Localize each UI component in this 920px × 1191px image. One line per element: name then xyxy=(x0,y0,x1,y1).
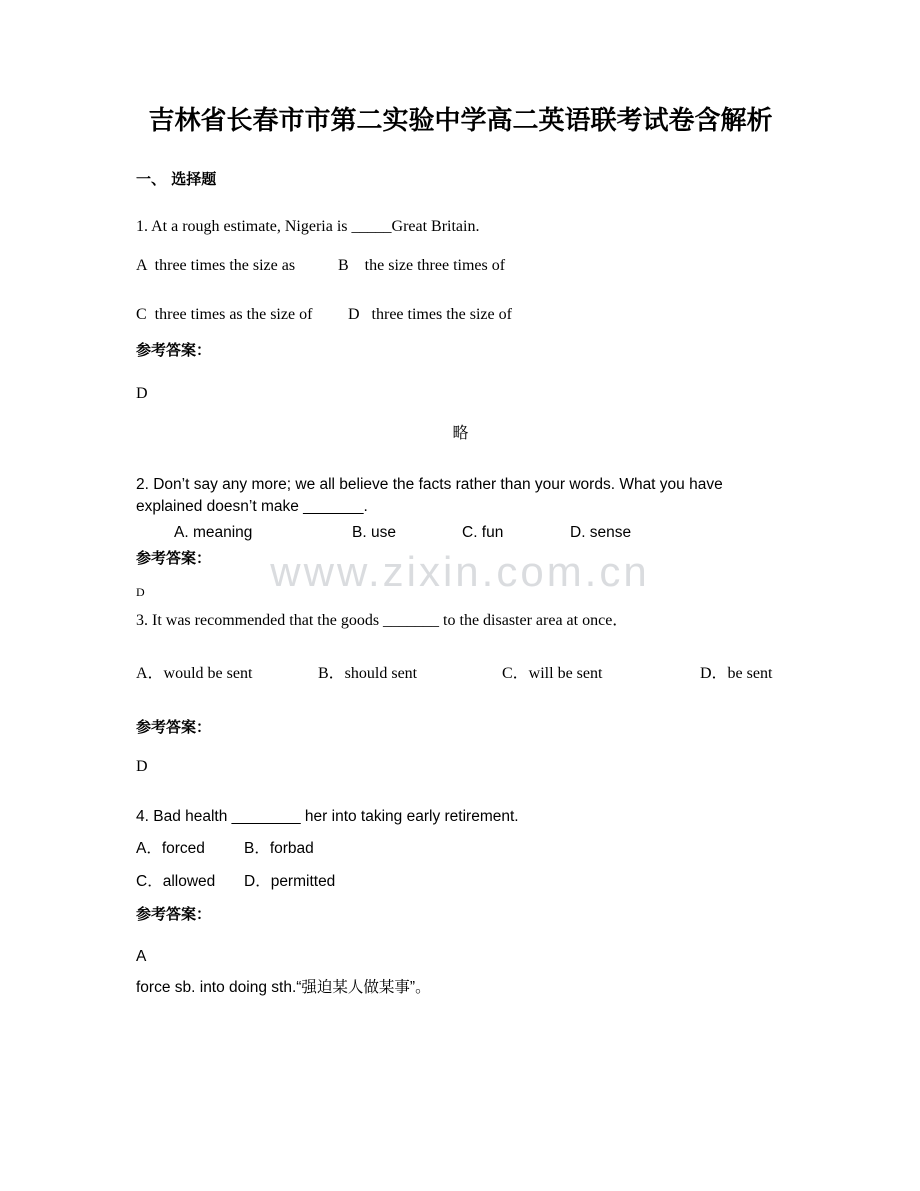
q1-options-line1 xyxy=(136,255,785,276)
q1-option-d: D three times the size of xyxy=(348,306,512,323)
q3-option-b: B．should sent xyxy=(318,665,418,682)
q4-option-d: D．permitted xyxy=(244,873,336,890)
q4-option-a: A．forced xyxy=(136,840,205,857)
q4-option-c: C．allowed xyxy=(136,873,216,890)
q1-option-b: B the size three times of xyxy=(338,257,506,274)
q3-options-line xyxy=(136,663,785,685)
document-title: 吉林省长春市市第二实验中学高二英语联考试卷含解析 xyxy=(148,106,773,136)
q4-options-line1 xyxy=(136,838,785,860)
document-content xyxy=(136,103,785,999)
q3-option-c: C．will be sent xyxy=(502,665,603,682)
q1-answer-label: 参考答案： xyxy=(136,341,212,359)
q2-option-b: B. use xyxy=(352,524,396,541)
q2-answer-label: 参考答案： xyxy=(136,549,212,567)
q2-option-c: C. fun xyxy=(462,524,504,541)
q1-note: 略 xyxy=(452,425,469,442)
q3-answer: D xyxy=(136,758,148,775)
q4-explanation: force sb. into doing sth.“强迫某人做某事”。 xyxy=(136,979,431,996)
q3-option-a: A．would be sent xyxy=(136,665,253,682)
q2-option-d: D. sense xyxy=(570,524,632,541)
q2-stem: 2. Don’t say any more; we all believe the facts rather than your words. What you have explained doesn’t make _______. xyxy=(136,476,723,515)
q2-options-line xyxy=(136,522,785,544)
q3-stem: 3. It was recommended that the goods _______ to the disaster area at once． xyxy=(136,612,629,629)
watermark: www.zixin.com.cn xyxy=(270,548,650,595)
section-heading: 一、 选择题 xyxy=(136,170,217,188)
q4-answer: A xyxy=(136,948,147,965)
q3-option-d: D．be sent xyxy=(700,665,773,682)
q1-answer: D xyxy=(136,385,148,402)
q1-stem: 1. At a rough estimate, Nigeria is _____Great Britain. xyxy=(136,218,480,235)
q4-option-b: B．forbad xyxy=(244,840,314,857)
q2-answer: D xyxy=(136,585,145,599)
q2-option-a: A. meaning xyxy=(174,524,253,541)
q3-answer-label: 参考答案： xyxy=(136,718,212,736)
q1-option-a: A three times the size as xyxy=(136,257,296,274)
q4-answer-label: 参考答案： xyxy=(136,905,212,923)
q4-options-line2 xyxy=(136,871,785,893)
q1-option-c: C three times as the size of xyxy=(136,306,313,323)
q1-options-line2 xyxy=(136,304,785,325)
q4-stem: 4. Bad health ________ her into taking early retirement. xyxy=(136,808,519,825)
